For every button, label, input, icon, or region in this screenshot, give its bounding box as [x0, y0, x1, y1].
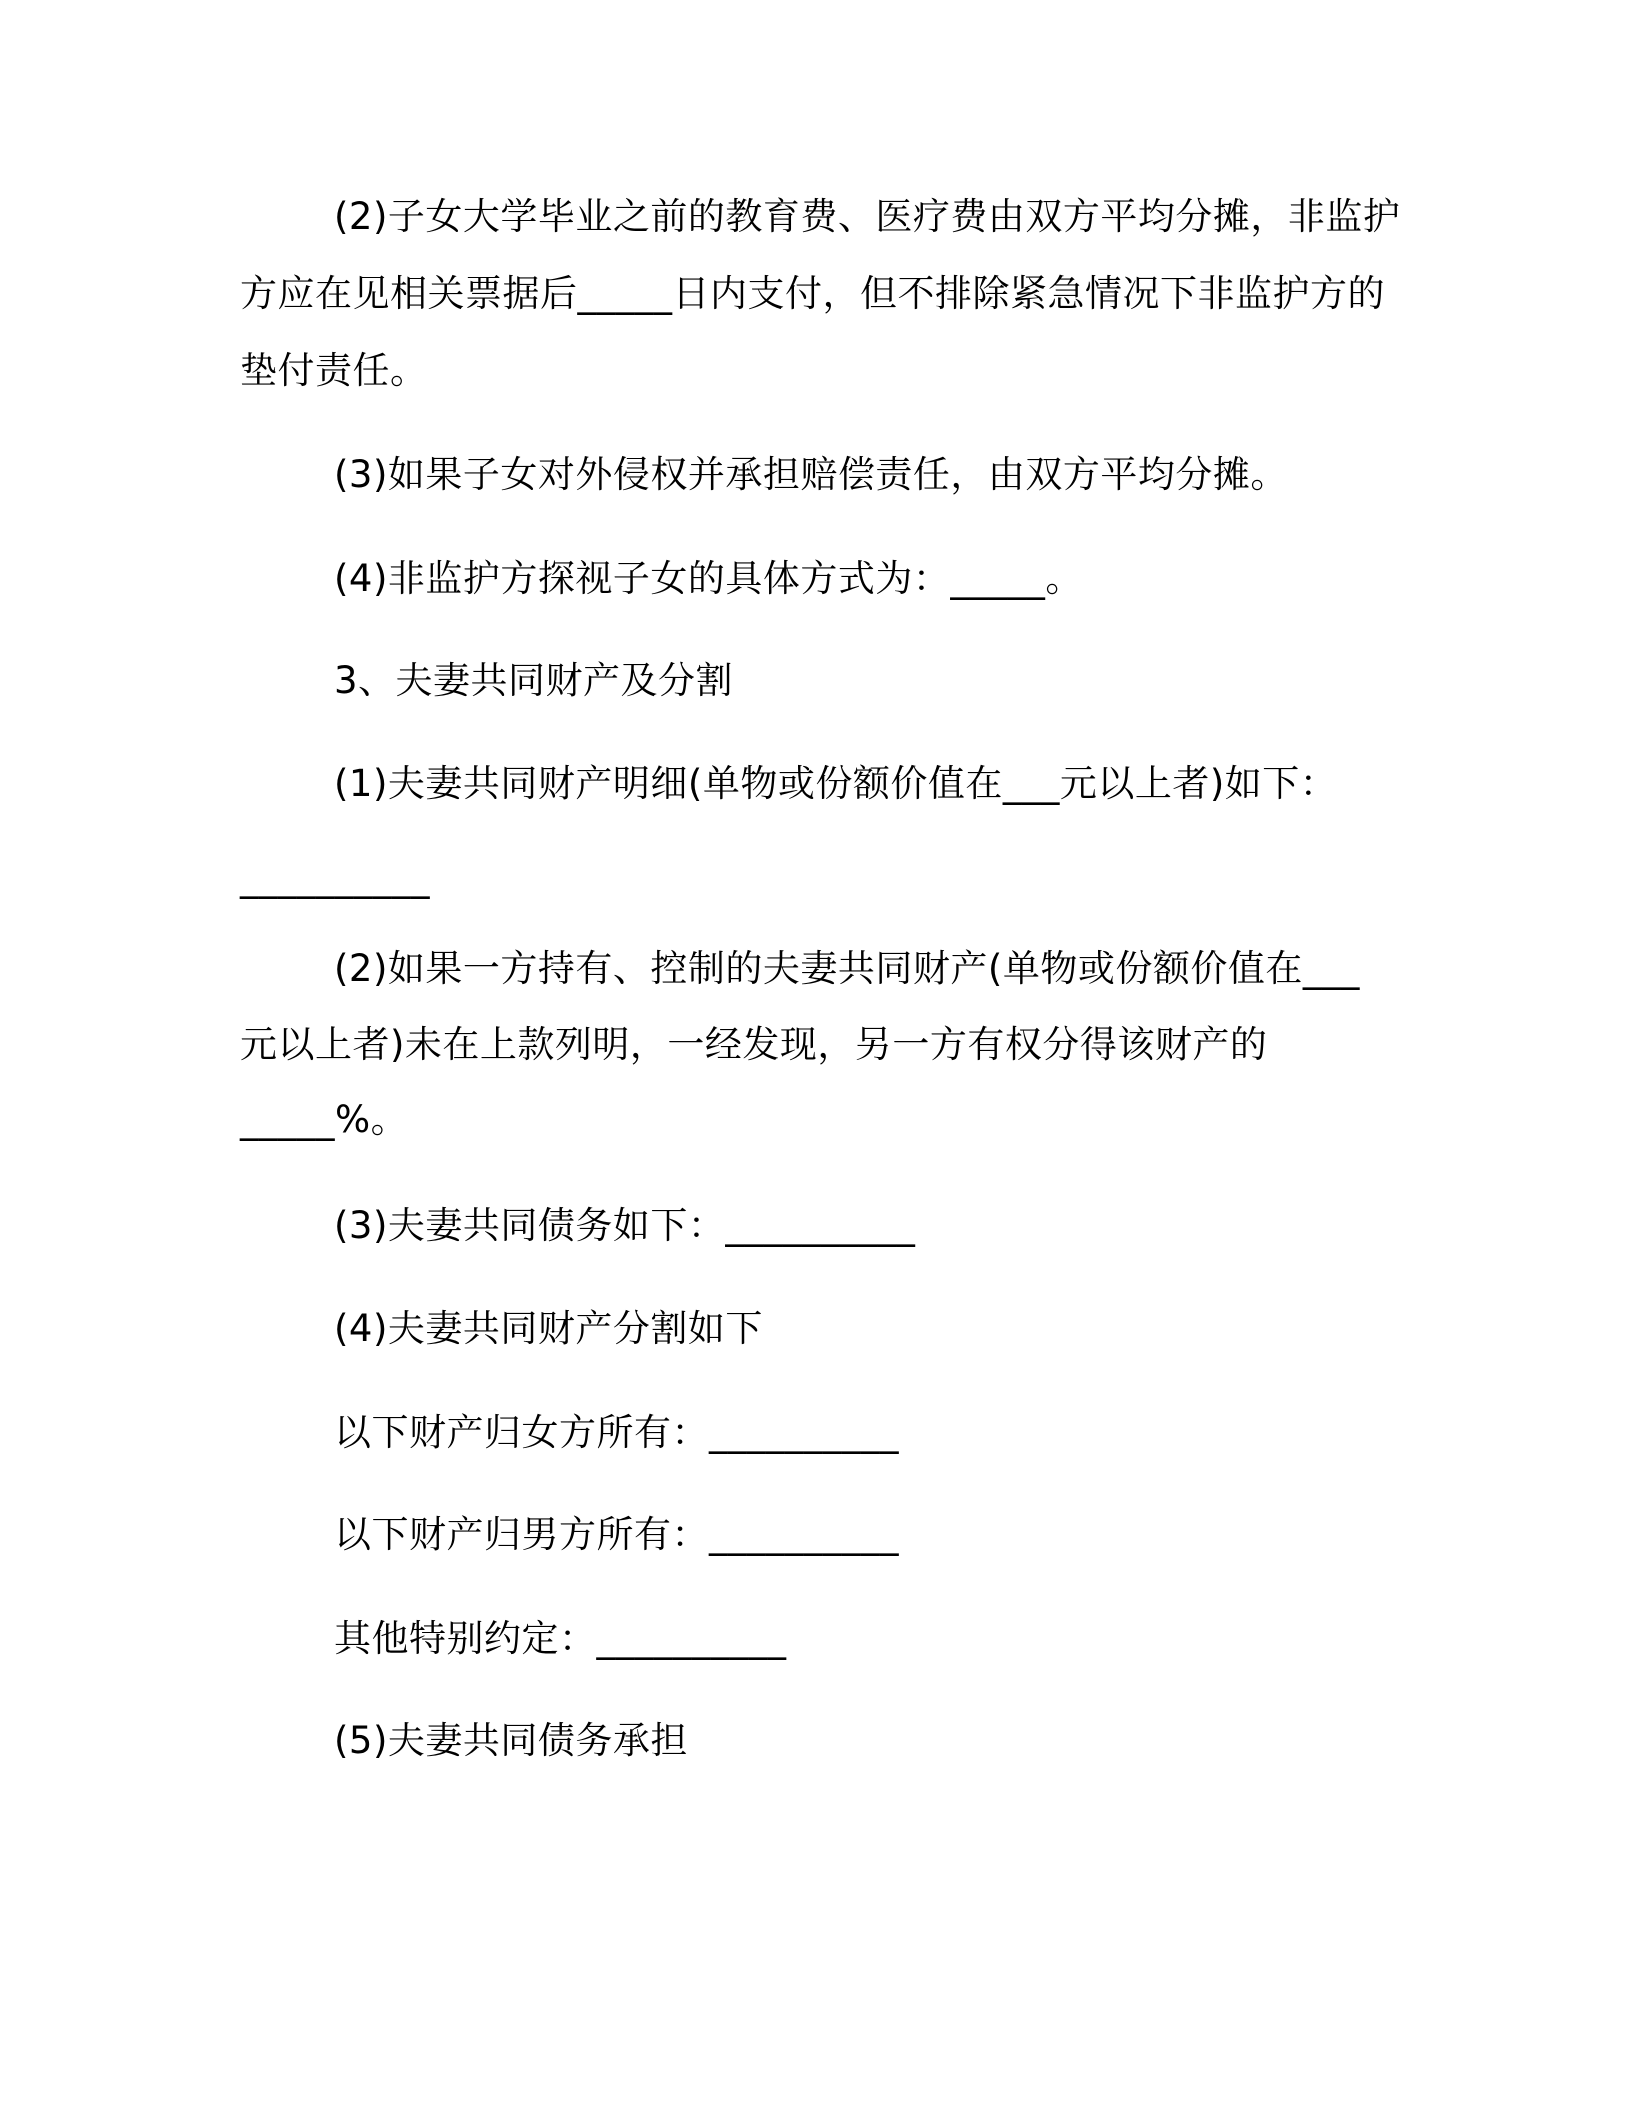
- paragraph-line: 其他特别约定：__________: [334, 1617, 787, 1660]
- section-heading: 3、夫妻共同财产及分割: [334, 659, 734, 702]
- paragraph-line: (5)夫妻共同债务承担: [334, 1719, 688, 1762]
- paragraph-line: (3)如果子女对外侵权并承担赔偿责任，由双方平均分摊。: [334, 453, 1288, 496]
- paragraph-line: (4)非监护方探视子女的具体方式为：_____。: [334, 557, 1083, 600]
- paragraph-line: (3)夫妻共同债务如下：__________: [334, 1204, 916, 1247]
- paragraph-line: (1)夫妻共同财产明细(单物或份额价值在___元以上者)如下：: [334, 762, 1338, 805]
- paragraph-line: 垫付责任。: [240, 349, 428, 392]
- paragraph-line: 方应在见相关票据后_____日内支付，但不排除紧急情况下非监护方的: [240, 272, 1385, 315]
- paragraph-line: 元以上者)未在上款列明，一经发现，另一方有权分得该财产的: [240, 1023, 1268, 1066]
- paragraph-line: _____%。: [240, 1098, 409, 1141]
- paragraph-line: 以下财产归女方所有：__________: [334, 1411, 899, 1454]
- paragraph-line: (4)夫妻共同财产分割如下: [334, 1307, 763, 1350]
- blank-line: __________: [240, 856, 430, 899]
- paragraph-line: (2)如果一方持有、控制的夫妻共同财产(单物或份额价值在___: [334, 947, 1360, 990]
- paragraph-line: 以下财产归男方所有：__________: [334, 1513, 899, 1556]
- paragraph-line: (2)子女大学毕业之前的教育费、医疗费由双方平均分摊，非监护: [334, 195, 1401, 238]
